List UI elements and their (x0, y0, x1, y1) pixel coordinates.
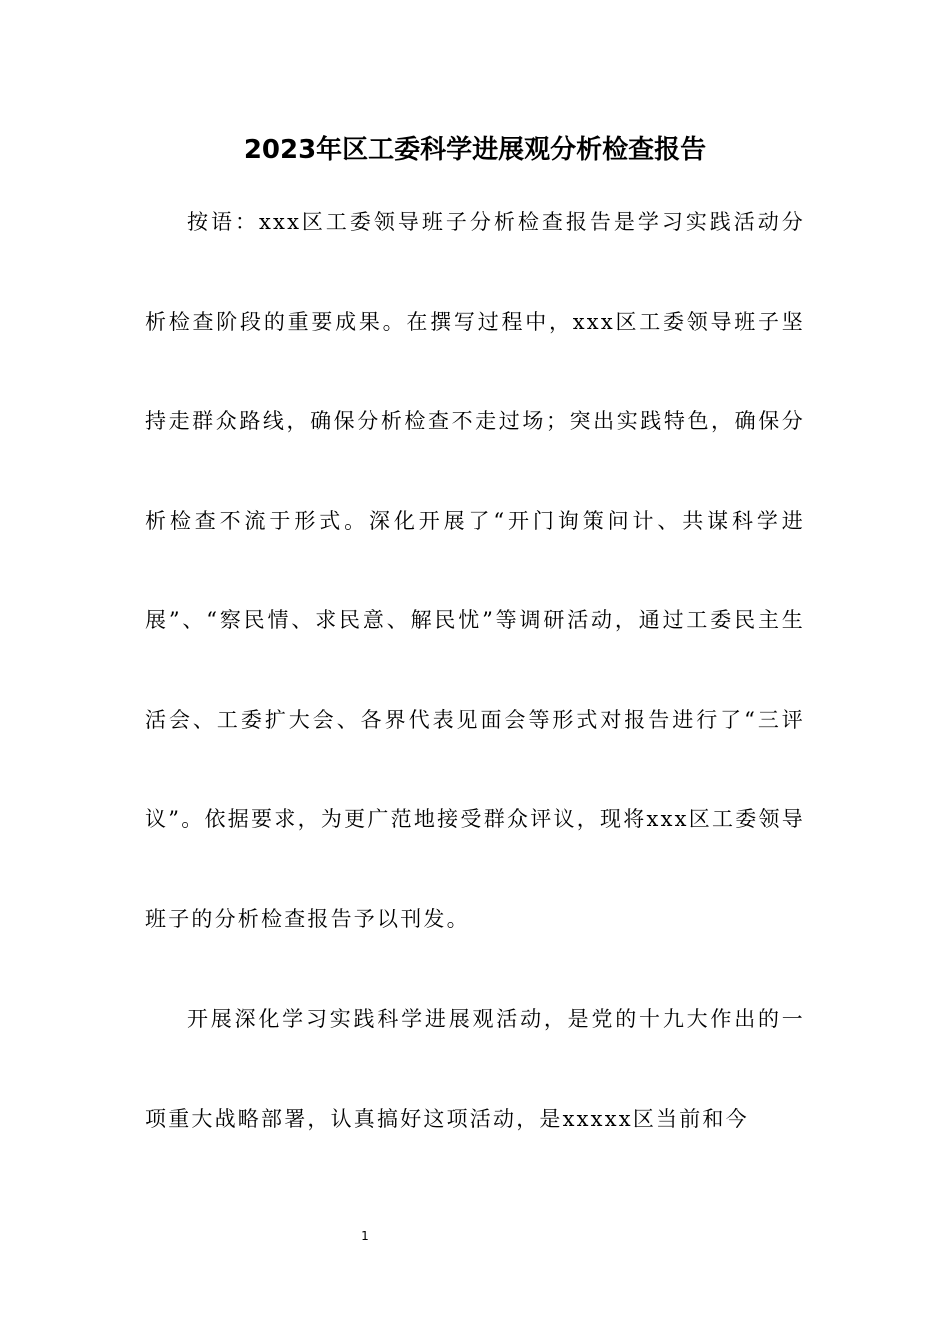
document-title: 2023年区工委科学进展观分析检查报告 (243, 135, 707, 165)
page-number: 1 (361, 1229, 369, 1243)
paragraph-intro (145, 970, 805, 1169)
paragraph-foreword (145, 173, 805, 969)
paragraph-text: 按语：xxx区工委领导班子分析检查报告是学习实践活动分析检查阶段的重要成果。在撰写过程中，xxx区工委领导班子坚持走群众路线，确保分析检查不走过场；突出实践特色，确保分析检查不流于形式。深化开展了“开门询策问计、共谋科学进展”、“察民情、求民意、解民忧”等调研活动，通过工委民主生活会、工委扩大会、各界代表见面会等形式对报告进行了“三评议”。依据要求，为更广范地接受群众评议，现将xxx区工委领导班子的分析检查报告予以刊发。 (145, 210, 805, 931)
paragraph-text: 开展深化学习实践科学进展观活动，是党的十九大作出的一项重大战略部署，认真搞好这项活动，是xxxxx区当前和今 (145, 1007, 805, 1131)
